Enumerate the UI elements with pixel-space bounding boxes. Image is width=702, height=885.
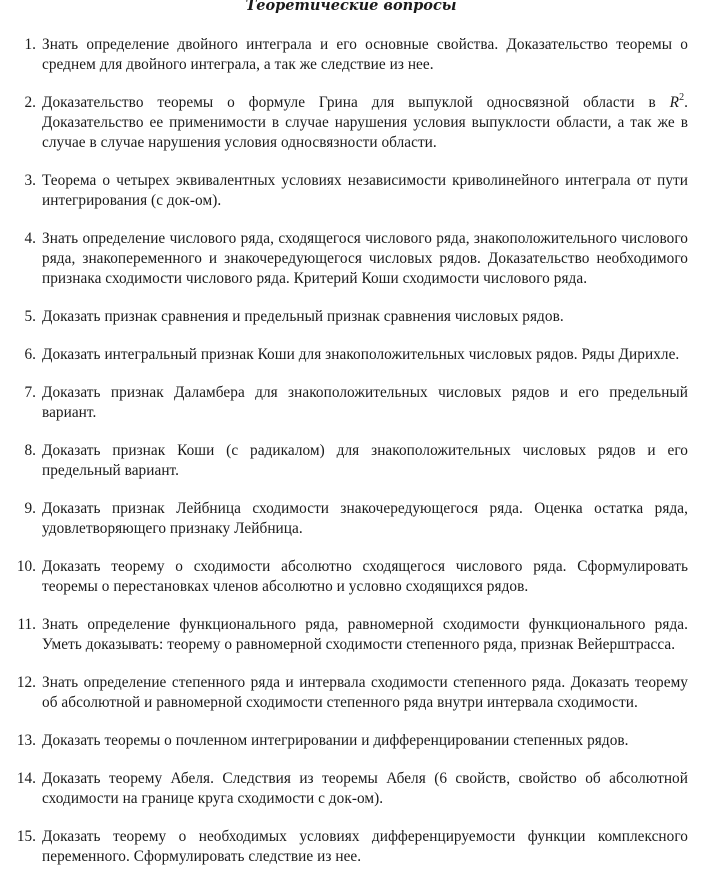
- item-text: [42, 93, 688, 153]
- item-text: Доказать теоремы о почленном интегрировании и дифференцировании степенных рядов.: [42, 732, 629, 749]
- item-number: 7.: [24, 384, 36, 401]
- item-number: 11.: [17, 616, 36, 633]
- item-text: Доказать интегральный признак Коши для знакоположительных числовых рядов. Ряды Дирихле.: [42, 346, 680, 363]
- item-text: Теорема о четырех эквивалентных условиях независимости криволинейного интеграла от пути интегрирования (с док-ом).: [42, 172, 688, 209]
- list-item: [0, 731, 702, 751]
- list-item: [0, 35, 702, 75]
- item-text: Знать определение двойного интеграла и его основные свойства. Доказательство теоремы о среднем для двойного интеграла, а так же следствие из нее.: [42, 36, 688, 73]
- item-text: Знать определение числового ряда, сходящегося числового ряда, знакоположительного числового ряда, знакопеременного и знакочередующегося числовых рядов. Доказательство необходимого признака сходимости числового ряда. Критерий Коши сходимости числового ряда.: [42, 230, 688, 287]
- page-title: Теоретические вопросы: [245, 0, 457, 14]
- item-text: Доказать теорему Абеля. Следствия из теоремы Абеля (6 свойств, свойство об абсолютной сходимости на границе круга сходимости с док-ом).: [42, 770, 688, 807]
- item-number: 13.: [16, 732, 36, 749]
- item-text: Доказать признак Лейбница сходимости знакочередующегося ряда. Оценка остатка ряда, удовлетворяющего признаку Лейбница.: [42, 500, 688, 537]
- item-number: 3.: [24, 172, 36, 189]
- list-item: [0, 499, 702, 539]
- list-item: [0, 769, 702, 809]
- math-superscript: 2: [679, 92, 685, 103]
- math-variable: R: [669, 94, 680, 111]
- item-number: 12.: [16, 674, 36, 691]
- item-text-after: . Доказательство ее применимости в случае нарушения условия выпуклости области, а так же в случае в случае нарушения условия односвязности области.: [42, 94, 688, 151]
- item-text: Знать определение функционального ряда, равномерной сходимости функционального ряда. Уметь доказывать: теорему о равномерной сходимости степенного ряда, признак Вейерштрасса.: [42, 616, 688, 653]
- list-item: [0, 615, 702, 655]
- item-text: Доказать теорему о необходимых условиях дифференцируемости функции комплексного переменного. Сформулировать следствие из нее.: [42, 828, 688, 865]
- item-text: Доказать теорему о сходимости абсолютно сходящегося числового ряда. Сформулировать теоремы о перестановках членов абсолютно и условно сходящихся рядов.: [42, 558, 688, 595]
- item-number: 10.: [16, 558, 36, 575]
- item-number: 5.: [24, 308, 36, 325]
- list-item: [0, 307, 702, 327]
- item-number: 1.: [24, 36, 36, 53]
- item-number: 6.: [24, 346, 36, 363]
- questions-list: [0, 35, 702, 885]
- item-number: 14.: [16, 770, 36, 787]
- item-number: 4.: [24, 230, 36, 247]
- list-item: [0, 229, 702, 289]
- item-number: 8.: [24, 442, 36, 459]
- list-item: [0, 441, 702, 481]
- item-number: 9.: [24, 500, 36, 517]
- list-item: [0, 827, 702, 867]
- item-text: Доказать признак Даламбера для знакоположительных числовых рядов и его предельный вариант.: [42, 384, 688, 421]
- item-number: 2.: [24, 94, 36, 111]
- list-item: [0, 345, 702, 365]
- list-item: [0, 171, 702, 211]
- list-item: [0, 93, 702, 153]
- list-item: [0, 557, 702, 597]
- item-text: Доказать признак сравнения и предельный признак сравнения числовых рядов.: [42, 308, 564, 325]
- list-item: [0, 383, 702, 423]
- item-text: Доказать признак Коши (с радикалом) для знакоположительных числовых рядов и его предельный вариант.: [42, 442, 688, 479]
- item-text: Знать определение степенного ряда и интервала сходимости степенного ряда. Доказать теорему об абсолютной и равномерной сходимости степенного ряда внутри интервала сходимости.: [42, 674, 688, 711]
- item-number: 15.: [16, 828, 36, 845]
- item-text-before: Доказательство теоремы о формуле Грина для выпуклой односвязной области в: [42, 94, 670, 111]
- list-item: [0, 673, 702, 713]
